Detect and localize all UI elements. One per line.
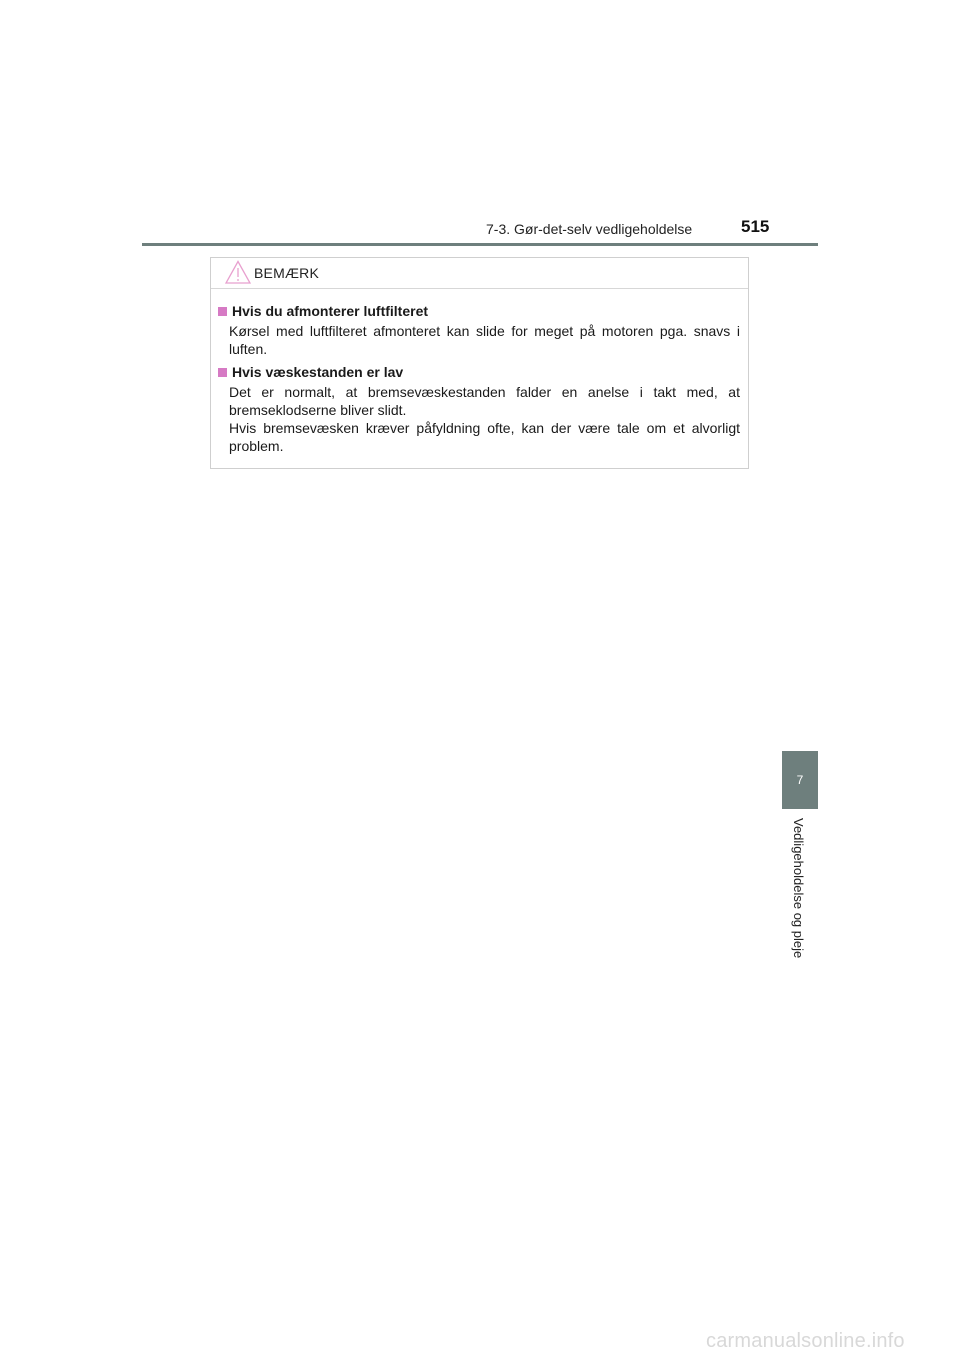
notice-label: BEMÆRK [254, 265, 319, 281]
section-text [229, 383, 740, 455]
section-title: 7-3. Gør-det-selv vedligeholdelse [486, 221, 693, 237]
chapter-label: Vedligeholdelse og pleje [791, 818, 806, 959]
square-bullet-icon [218, 307, 227, 316]
paragraph: Det er normalt, at bremsevæskestanden falder en anelse i takt med, at bremseklodserne bliver slidt. [229, 384, 740, 418]
watermark: carmanualsonline.info [706, 1330, 905, 1352]
chapter-tab: 7 [782, 751, 818, 809]
notice-box [210, 257, 749, 469]
page-number: 515 [741, 217, 770, 236]
header-rule [142, 243, 818, 246]
square-bullet-icon [218, 368, 227, 377]
section-text [229, 322, 740, 358]
paragraph: Kørsel med luftfilteret afmonteret kan slide for meget på motoren pga. snavs i luften. [229, 323, 740, 357]
paragraph: Hvis bremsevæsken kræver påfyldning ofte, kan der være tale om et alvorligt problem. [229, 420, 740, 454]
notice-header [211, 258, 748, 289]
section-heading: Hvis du afmonterer luftfilteret [218, 303, 428, 319]
section-heading: Hvis væskestanden er lav [218, 364, 403, 380]
warning-triangle-icon [225, 260, 251, 284]
